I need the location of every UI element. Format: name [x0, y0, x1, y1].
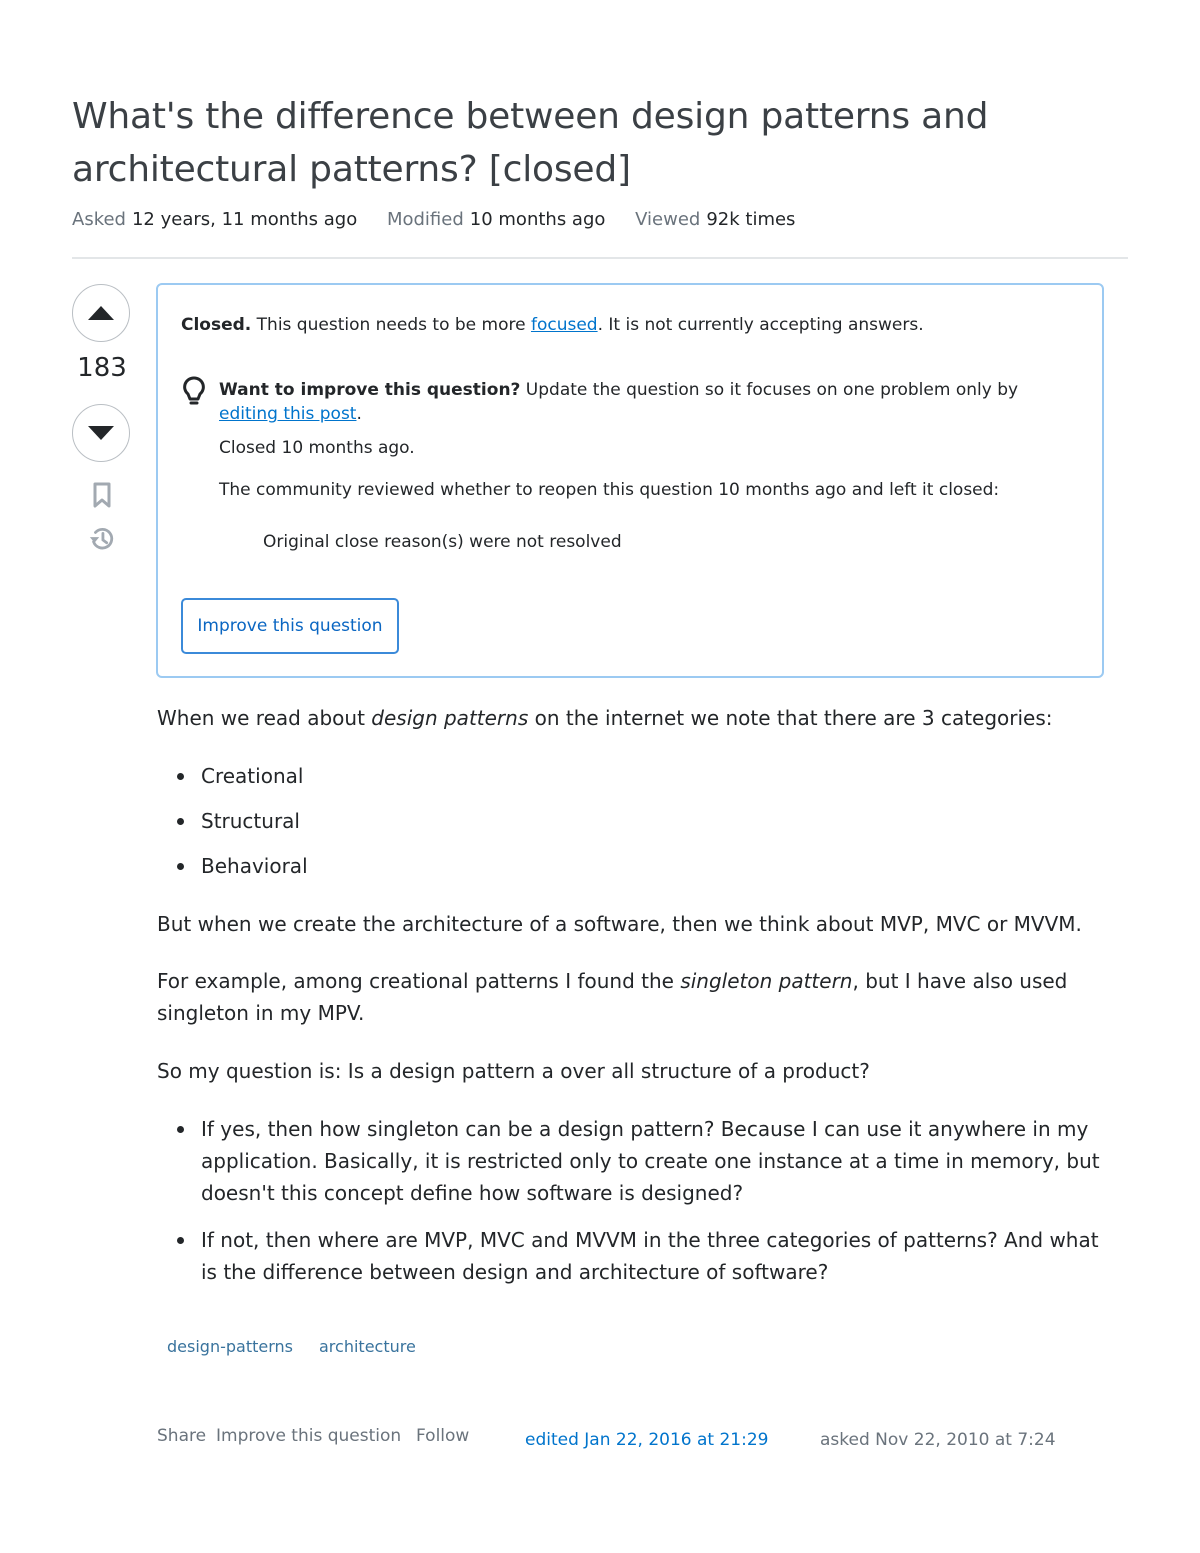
bookmark-button[interactable]: [88, 481, 116, 509]
follow-link[interactable]: Follow: [416, 1426, 470, 1446]
tag-architecture[interactable]: architecture: [311, 1333, 424, 1361]
p1-text-b: on the internet we note that there are 3 categories:: [528, 706, 1053, 730]
improve-question-button[interactable]: Improve this question: [181, 598, 399, 654]
edited-timestamp[interactable]: edited Jan 22, 2016 at 21:29: [525, 1430, 769, 1450]
viewed-label: Viewed: [635, 209, 701, 230]
bookmark-icon: [92, 482, 112, 508]
closed-text-2: . It is not currently accepting answers.: [597, 315, 924, 335]
downvote-icon: [87, 425, 115, 441]
vote-count: 183: [77, 353, 127, 383]
body-paragraph-4: So my question is: Is a design pattern a over all structure of a product?: [157, 1059, 870, 1083]
list-item: Creational: [157, 760, 1107, 792]
header-divider: [72, 257, 1128, 259]
close-reason: Original close reason(s) were not resolved: [263, 532, 622, 552]
closed-ago: Closed 10 months ago.: [219, 438, 415, 458]
closed-strong: Closed.: [181, 315, 252, 335]
p3-text-a: For example, among creational patterns I found the: [157, 969, 681, 993]
tag-design-patterns[interactable]: design-patterns: [159, 1333, 301, 1361]
page-title: What's the difference between design patterns and architectural patterns? [closed]: [72, 96, 989, 190]
list-item: Structural: [157, 805, 1107, 837]
question-list: [157, 1113, 1107, 1288]
history-icon: [88, 525, 116, 553]
category-list: [157, 760, 1107, 882]
downvote-button[interactable]: [72, 404, 130, 462]
history-button[interactable]: [88, 525, 116, 553]
p1-emphasis: design patterns: [371, 706, 529, 730]
share-link[interactable]: Share: [157, 1426, 207, 1446]
question-meta: [72, 209, 819, 230]
p3-emphasis: singleton pattern: [680, 969, 853, 993]
editing-link[interactable]: editing this post: [219, 404, 357, 424]
lightbulb-icon: [181, 375, 207, 407]
improve-end: .: [356, 404, 362, 424]
asked-label: Asked: [72, 209, 126, 230]
viewed-value: 92k times: [706, 209, 796, 230]
closed-notice: [156, 283, 1104, 678]
closed-line: [181, 313, 1081, 337]
body-paragraph-1: [157, 702, 1107, 734]
list-item: If yes, then how singleton can be a design pattern? Because I can use it anywhere in my application. Basically, it is restricted only to create one instance at a time in memory, but doesn't this concept define how software is designed?: [157, 1113, 1107, 1209]
modified-label: Modified: [386, 209, 464, 230]
focused-link[interactable]: focused: [530, 315, 598, 335]
closed-text-1: This question needs to be more: [251, 315, 531, 335]
community-review: The community reviewed whether to reopen this question 10 months ago and left it closed:: [219, 480, 1000, 500]
body-paragraph-2: But when we create the architecture of a software, then we think about MVP, MVC or MVVM.: [157, 912, 1082, 936]
body-paragraph-3: [157, 965, 1107, 1029]
improve-link[interactable]: Improve this question: [216, 1426, 402, 1446]
improve-strong: Want to improve this question?: [219, 380, 521, 400]
p1-text-a: When we read about: [157, 706, 372, 730]
upvote-icon: [87, 305, 115, 321]
upvote-button[interactable]: [72, 284, 130, 342]
list-item: Behavioral: [157, 850, 1107, 882]
modified-value: 10 months ago: [469, 209, 606, 230]
list-item: If not, then where are MVP, MVC and MVVM in the three categories of patterns? And what is the difference between design and architecture of software?: [157, 1224, 1107, 1288]
improve-text: Update the question so it focuses on one problem only by: [520, 380, 1019, 400]
improve-hint: [219, 378, 1079, 426]
asked-timestamp: asked Nov 22, 2010 at 7:24: [820, 1430, 1056, 1450]
asked-value: 12 years, 11 months ago: [131, 209, 358, 230]
p3-text-b: , but I have also used singleton in my MPV.: [157, 969, 1068, 1025]
